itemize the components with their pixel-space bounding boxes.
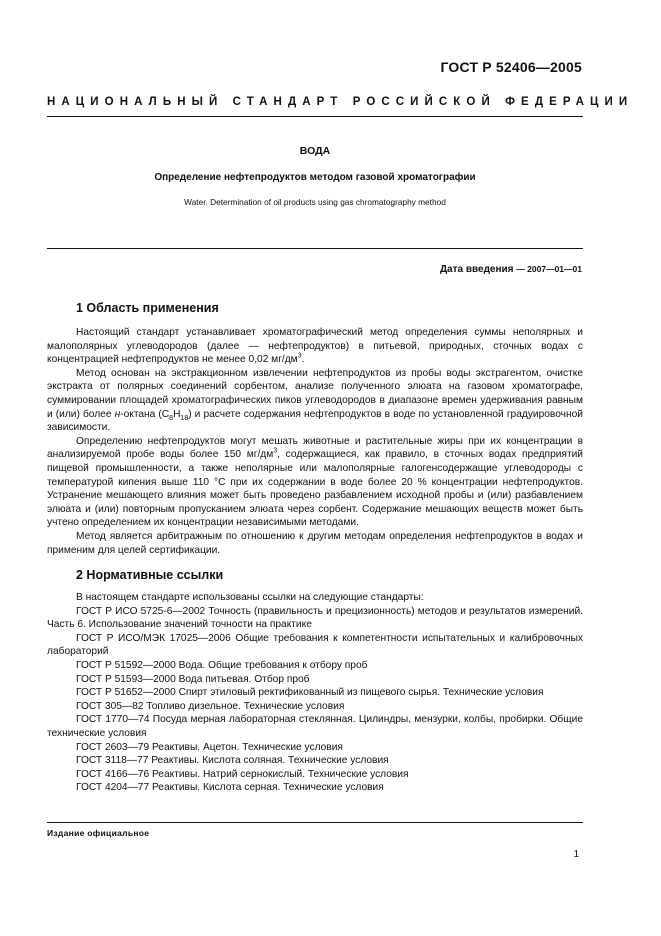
p2-text-c: H: [173, 408, 181, 420]
normative-reference-item: ГОСТ Р ИСО/МЭК 17025—2006 Общие требования к компетентности испытательных и калибровочных лабораторий: [47, 632, 583, 658]
p3-text-b: , содержащиеся, как правило, в сточных водах предприятий пищевой промышленности, а также неполярные или малополярные галогенсодержащие углеводороды с температурой кипения выше 110 °С при их содержании в воде более 20 % концентрации нефтепродуктов. Устранение мешающего влияния может быть проведено разбавлением исходной пробы и (или) разбавлением элюата и (или) повторным пропусканием элюата через сорбент. Содержание мешающих веществ может быть учтено определением их концентрации независимыми методами.: [47, 449, 583, 529]
section-2-intro: В настоящем стандарте использованы ссылки на следующие стандарты:: [76, 592, 424, 604]
official-edition-label: Издание официальное: [47, 828, 150, 838]
section-1-paragraph-3: [47, 435, 583, 530]
top-divider: [47, 116, 583, 117]
p2-text-d: ) и расчете содержания нефтепродуктов в воде по установленной градуировочной зависимости.: [47, 408, 583, 434]
document-subtitle: Определение нефтепродуктов методом газовой хроматографии: [154, 172, 476, 183]
section-1-paragraph-1: [47, 326, 583, 367]
p2-subscript-1: 8: [169, 414, 174, 422]
section-1-title: 1 Область применения: [76, 301, 219, 315]
normative-reference-item: ГОСТ 2603—79 Реактивы. Ацетон. Технические условия: [76, 741, 343, 753]
p2-text: Метод основан на экстракционном извлечении нефтепродуктов из пробы воды экстрагентом, очистке экстракта от полярных соединений сорбентом, анализе полученного элюата на газовом хроматографе, суммировании площадей хроматографических пиков углеводородов в диапазоне времен удерживания равным и (или) более: [47, 367, 583, 420]
section-1-paragraph-4: Метод является арбитражным по отношению к другим методам определения нефтепродуктов в водах и применим для целей сертификации.: [47, 530, 583, 556]
normative-reference-item: ГОСТ Р 51592—2000 Вода. Общие требования к отбору проб: [76, 660, 368, 672]
introduction-date-value: — 2007—01—01: [516, 264, 582, 274]
normative-reference-item: ГОСТ 3118—77 Реактивы. Кислота соляная. Технические условия: [76, 755, 389, 767]
introduction-date: [440, 264, 582, 275]
document-title-english: Water. Determination of oil products using gas chromatography method: [184, 197, 446, 207]
normative-reference-item: ГОСТ 305—82 Топливо дизельное. Технические условия: [76, 700, 345, 712]
p2-text-b: -октана (C: [120, 408, 170, 420]
normative-reference-item: ГОСТ Р 51652—2000 Спирт этиловый ректификованный из пищевого сырья. Технические условия: [76, 687, 544, 699]
normative-reference-item: ГОСТ 4204—77 Реактивы. Кислота серная. Технические условия: [76, 782, 384, 794]
p2-italic: н: [114, 408, 121, 420]
middle-divider: [47, 248, 583, 249]
p1-superscript: 3: [297, 352, 302, 360]
normative-reference-item: ГОСТ 1770—74 Посуда мерная лабораторная стеклянная. Цилиндры, мензурки, колбы, пробирки. Общие технические условия: [47, 714, 583, 740]
normative-references-list: [47, 605, 583, 795]
introduction-date-label: Дата введения: [439, 264, 514, 275]
normative-reference-item: ГОСТ Р 51593—2000 Вода питьевая. Отбор проб: [76, 673, 310, 685]
page-number: 1: [573, 849, 579, 860]
p1-text: Настоящий стандарт устанавливает хроматографический метод определения суммы неполярных и малополярных углеводородов (далее — нефтепродуктов) в питьевой, природных, сточных водах с концентрацией нефтепродуктов не менее 0,02 мг/дм: [47, 327, 583, 366]
footer-divider: [47, 822, 583, 823]
national-standard-heading: НАЦИОНАЛЬНЫЙ СТАНДАРТ РОССИЙСКОЙ ФЕДЕРАЦИИ: [47, 96, 634, 108]
document-title: ВОДА: [299, 145, 331, 157]
document-body: [47, 300, 583, 795]
p3-superscript: 3: [273, 447, 278, 455]
p3-text: Определению нефтепродуктов могут мешать животные и растительные жиры при их концентрации в анализируемой пробе воды более 150 мг/дм: [47, 435, 583, 461]
section-1-paragraph-2: [47, 367, 583, 435]
normative-reference-item: ГОСТ Р ИСО 5725-6—2002 Точность (правильность и прецизионность) методов и результатов измерений. Часть 6. Использование значений точности на практике: [47, 605, 583, 631]
standard-number: ГОСТ Р 52406—2005: [440, 59, 582, 75]
p2-subscript-2: 18: [180, 414, 189, 422]
section-2-title: 2 Нормативные ссылки: [76, 568, 224, 583]
normative-reference-item: ГОСТ 4166—76 Реактивы. Натрий сернокислый. Технические условия: [76, 768, 409, 780]
p1-end: .: [301, 354, 305, 366]
